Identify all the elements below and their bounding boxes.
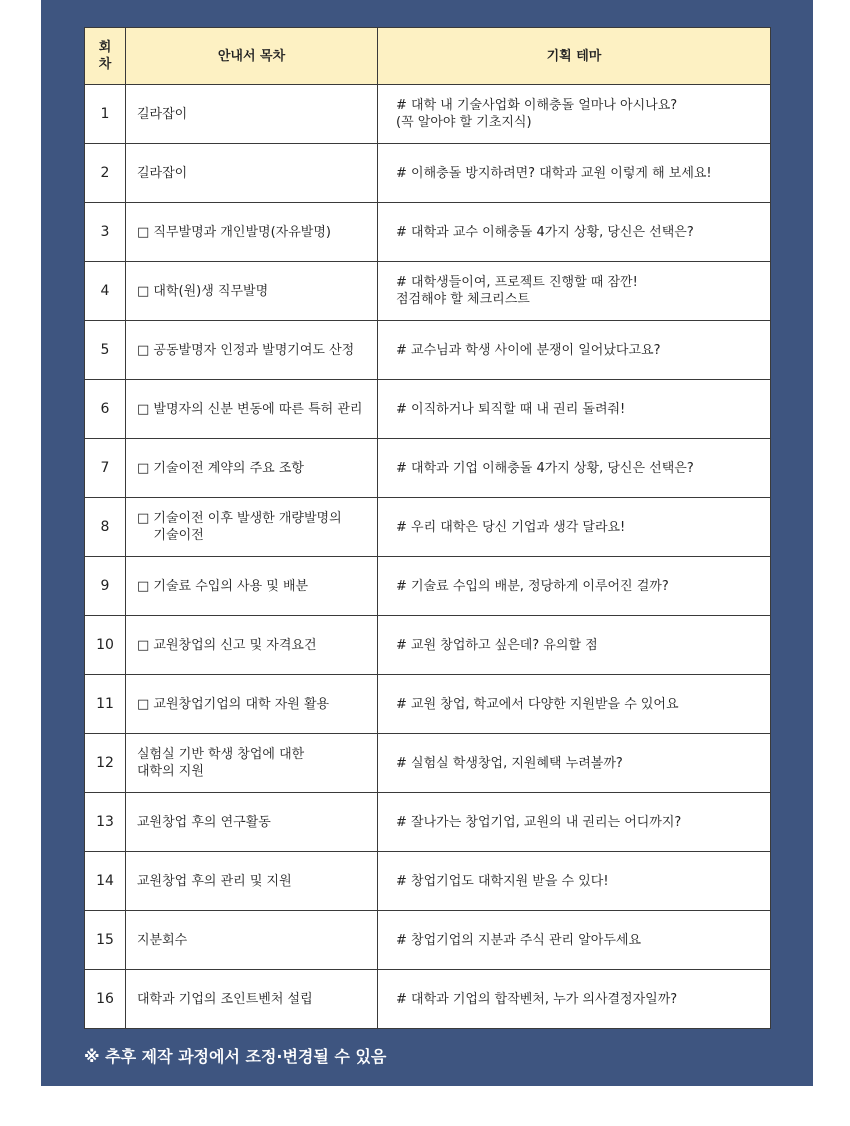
table-row (85, 439, 771, 498)
round-number: 8 (85, 498, 126, 557)
table-row (85, 498, 771, 557)
theme-cell: # 대학생들이여, 프로젝트 진행할 때 잠깐! 점검해야 할 체크리스트 (378, 262, 771, 321)
theme-cell: # 대학 내 기술사업화 이해충돌 얼마나 아시나요? (꼭 알아야 할 기초지식) (378, 85, 771, 144)
contents-cell: □ 공동발명자 인정과 발명기여도 산정 (126, 321, 378, 380)
round-number: 16 (85, 970, 126, 1029)
contents-table (84, 27, 771, 1029)
round-number: 9 (85, 557, 126, 616)
theme-cell: # 대학과 기업 이해충돌 4가지 상황, 당신은 선택은? (378, 439, 771, 498)
theme-cell: # 대학과 교수 이해충돌 4가지 상황, 당신은 선택은? (378, 203, 771, 262)
round-number: 12 (85, 734, 126, 793)
theme-cell: # 교수님과 학생 사이에 분쟁이 일어났다고요? (378, 321, 771, 380)
table-row (85, 616, 771, 675)
contents-cell: 실험실 기반 학생 창업에 대한 대학의 지원 (126, 734, 378, 793)
table-row (85, 85, 771, 144)
header-round: 회 차 (85, 28, 126, 85)
round-number: 15 (85, 911, 126, 970)
contents-cell: □ 기술이전 계약의 주요 조항 (126, 439, 378, 498)
theme-cell: # 창업기업의 지분과 주식 관리 알아두세요 (378, 911, 771, 970)
round-number: 6 (85, 380, 126, 439)
contents-cell: □ 교원창업의 신고 및 자격요건 (126, 616, 378, 675)
contents-cell: 지분회수 (126, 911, 378, 970)
theme-cell: # 교원 창업하고 싶은데? 유의할 점 (378, 616, 771, 675)
round-number: 5 (85, 321, 126, 380)
round-number: 14 (85, 852, 126, 911)
contents-cell: 교원창업 후의 연구활동 (126, 793, 378, 852)
contents-cell: 길라잡이 (126, 85, 378, 144)
table-row (85, 262, 771, 321)
round-number: 1 (85, 85, 126, 144)
table-row (85, 911, 771, 970)
header-contents: 안내서 목차 (126, 28, 378, 85)
theme-cell: # 잘나가는 창업기업, 교원의 내 권리는 어디까지? (378, 793, 771, 852)
round-number: 4 (85, 262, 126, 321)
table-row (85, 970, 771, 1029)
contents-cell: 대학과 기업의 조인트벤처 설립 (126, 970, 378, 1029)
table-row (85, 852, 771, 911)
round-number: 10 (85, 616, 126, 675)
theme-cell: # 교원 창업, 학교에서 다양한 지원받을 수 있어요 (378, 675, 771, 734)
theme-cell: # 대학과 기업의 합작벤처, 누가 의사결정자일까? (378, 970, 771, 1029)
contents-cell: □ 기술이전 이후 발생한 개량발명의 기술이전 (126, 498, 378, 557)
contents-cell: □ 발명자의 신분 변동에 따른 특허 관리 (126, 380, 378, 439)
table-row (85, 380, 771, 439)
theme-cell: # 창업기업도 대학지원 받을 수 있다! (378, 852, 771, 911)
theme-cell: # 이해충돌 방지하려면? 대학과 교원 이렇게 해 보세요! (378, 144, 771, 203)
table-row (85, 675, 771, 734)
theme-cell: # 기술료 수입의 배분, 정당하게 이루어진 걸까? (378, 557, 771, 616)
header-theme: 기획 테마 (378, 28, 771, 85)
contents-cell: 길라잡이 (126, 144, 378, 203)
round-number: 2 (85, 144, 126, 203)
round-number: 11 (85, 675, 126, 734)
contents-cell: □ 직무발명과 개인발명(자유발명) (126, 203, 378, 262)
footnote: ※ 추후 제작 과정에서 조정·변경될 수 있음 (84, 1047, 387, 1066)
round-number: 3 (85, 203, 126, 262)
contents-cell: □ 기술료 수입의 사용 및 배분 (126, 557, 378, 616)
table-row (85, 203, 771, 262)
theme-cell: # 이직하거나 퇴직할 때 내 권리 돌려줘! (378, 380, 771, 439)
contents-cell: □ 교원창업기업의 대학 자원 활용 (126, 675, 378, 734)
table-row (85, 793, 771, 852)
table-row (85, 557, 771, 616)
table-header-row (85, 28, 771, 85)
theme-cell: # 우리 대학은 당신 기업과 생각 달라요! (378, 498, 771, 557)
round-number: 7 (85, 439, 126, 498)
table-row (85, 321, 771, 380)
contents-cell: 교원창업 후의 관리 및 지원 (126, 852, 378, 911)
table-row (85, 144, 771, 203)
theme-cell: # 실험실 학생창업, 지원혜택 누려볼까? (378, 734, 771, 793)
contents-cell: □ 대학(원)생 직무발명 (126, 262, 378, 321)
table-row (85, 734, 771, 793)
round-number: 13 (85, 793, 126, 852)
